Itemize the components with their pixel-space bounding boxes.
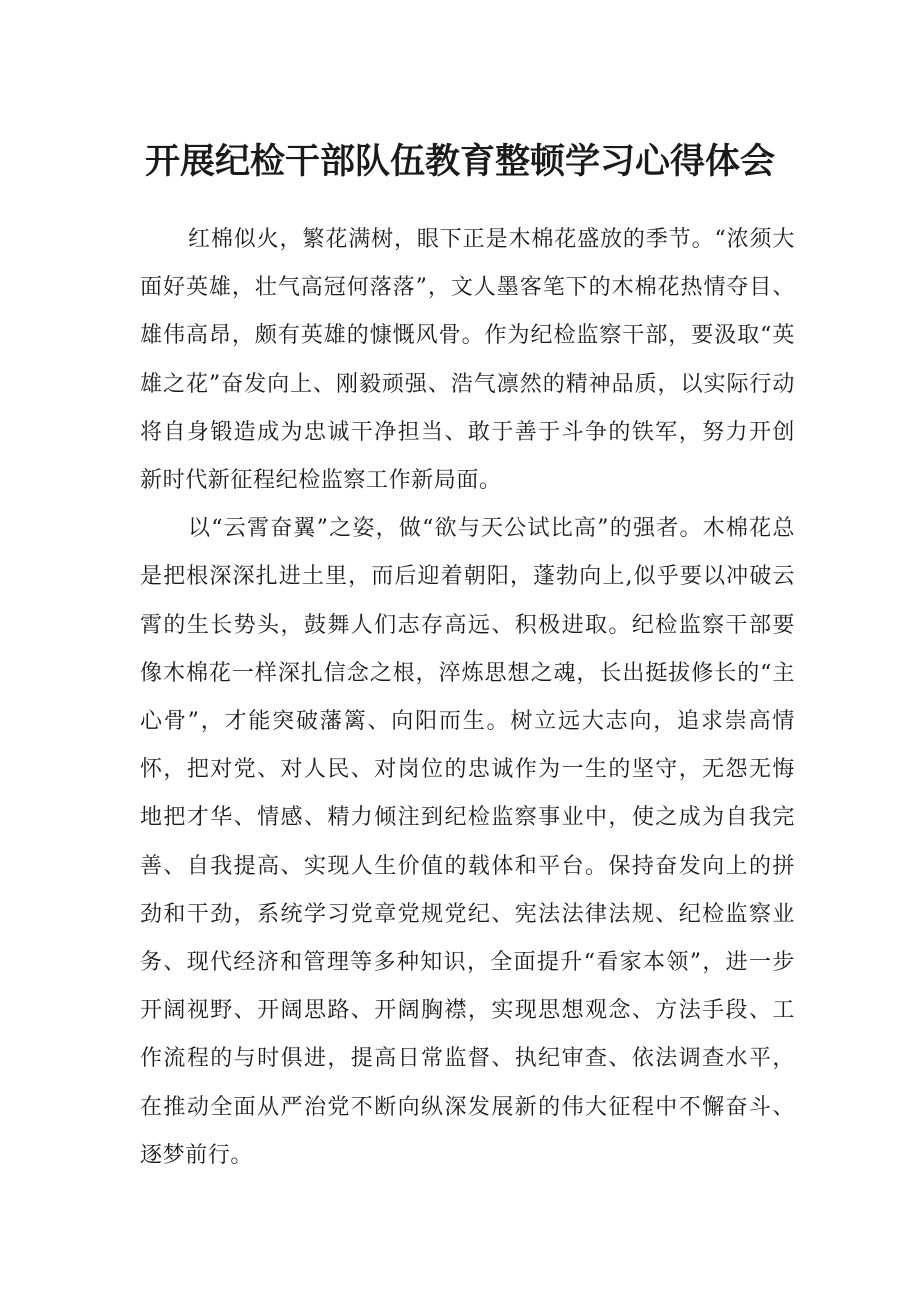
paragraph-1: 红棉似火，繁花满树，眼下正是木棉花盛放的季节。“浓须大面好英雄，壮气高冠何落落”，文人墨客笔下的木棉花热情夺目、雄伟高昂，颇有英雄的慷慨风骨。作为纪检监察干部，要汲取“英雄之花”奋发向上、刚毅顽强、浩气凛然的精神品质，以实际行动将自身锻造成为忠诚干净担当、敢于善于斗争的铁军，努力开创新时代新征程纪检监察工作新局面。 (140, 227, 795, 494)
paragraph-2: 以“云霄奋翼”之姿，做“欲与天公试比高”的强者。木棉花总是把根深深扎进土里，而后迎着朝阳，蓬勃向上,似乎要以冲破云霄的生长势头，鼓舞人们志存高远、积极进取。纪检监察干部要像木棉花一样深扎信念之根，淬炼思想之魂，长出挺拔修长的“主心骨”，才能突破藩篱、向阳而生。树立远大志向，追求崇高情怀，把对党、对人民、对岗位的忠诚作为一生的坚守，无怨无悔地把才华、情感、精力倾注到纪检监察事业中，使之成为自我完善、自我提高、实现人生价值的载体和平台。保持奋发向上的拼劲和干劲，系统学习党章党规党纪、宪法法律法规、纪检监察业务、现代经济和管理等多种知识，全面提升“看家本领”，进一步开阔视野、开阔思路、开阔胸襟，实现思想观念、方法手段、工作流程的与时俱进，提高日常监督、执纪审查、依法调查水平，在推动全面从严治党不断向纵深发展新的伟大征程中不懈奋斗、逐梦前行。 (140, 516, 795, 1168)
document-title: 开展纪检干部队伍教育整顿学习心得体会 (144, 142, 775, 182)
document-body (140, 216, 795, 1180)
